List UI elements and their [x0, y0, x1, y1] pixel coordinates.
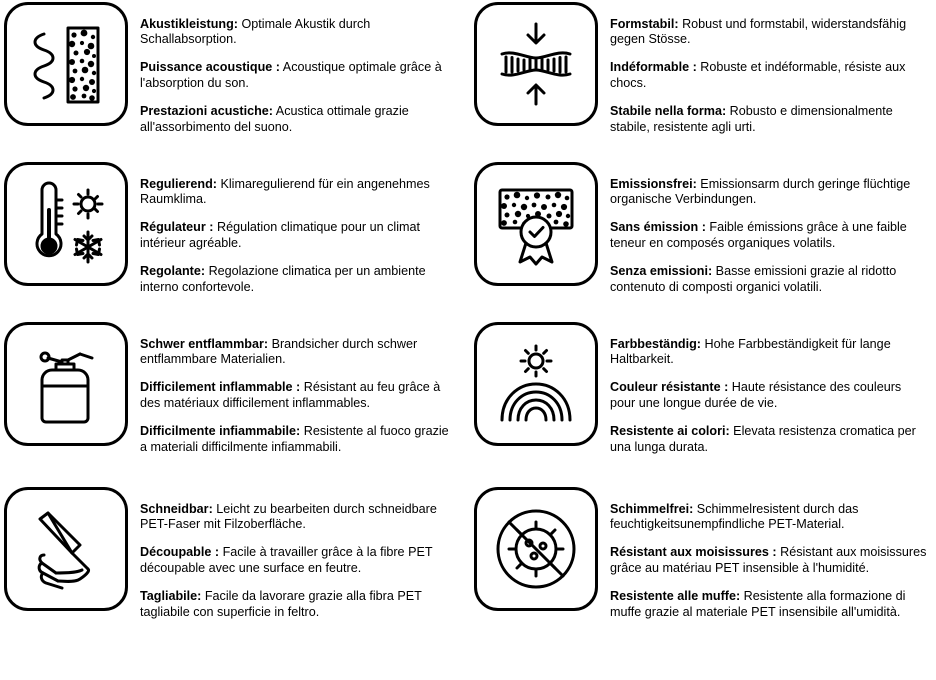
- feature-item-low-emission: [470, 160, 936, 320]
- low-emission-certificate-icon: [474, 162, 598, 286]
- acoustic-absorption-icon: [4, 2, 128, 126]
- feature-item-climate-regulating: [0, 160, 470, 320]
- feature-item-mould-resistant: [470, 485, 936, 680]
- feature-line-de: Schimmelfrei: Schimmelresistent durch das feuchtigkeitsunempfindliche PET-Material.: [610, 501, 859, 532]
- feature-item-dimensional-stability: [470, 0, 936, 160]
- feature-line-it: Resistente alle muffe: Resistente alla formazione di muffe grazie al materiale PET insensibile all'umidità.: [610, 589, 906, 619]
- feature-text-block: [610, 322, 928, 455]
- feature-line-fr: Couleur résistante : Haute résistance des couleurs pour une longue durée de vie.: [610, 380, 902, 410]
- feature-line-fr: Régulateur : Régulation climatique pour un climat intérieur agréable.: [140, 220, 420, 250]
- feature-line-it: Tagliabile: Facile da lavorare grazie alla fibra PET tagliabile con superficie in feltro.: [140, 589, 422, 619]
- feature-item-acoustic: [0, 0, 470, 160]
- feature-text-block: [140, 487, 458, 620]
- feature-line-de: Regulierend: Klimaregulierend für ein angenehmes Raumklima.: [140, 176, 430, 207]
- colour-fastness-sun-icon: [474, 322, 598, 446]
- feature-line-fr: Difficilement inflammable : Résistant au feu grâce à des matériaux difficilement inflammables.: [140, 380, 441, 410]
- feature-line-it: Stabile nella forma: Robusto e dimensionalmente stabile, resistente agli urti.: [610, 104, 893, 134]
- fire-extinguisher-icon: [4, 322, 128, 446]
- feature-line-it: Regolante: Regolazione climatica per un ambiente interno confortevole.: [140, 264, 426, 294]
- climate-regulating-icon: [4, 162, 128, 286]
- feature-item-colour-fast: [470, 320, 936, 485]
- feature-line-de: Schwer entflammbar: Brandsicher durch schwer entflammbare Materialien.: [140, 336, 418, 367]
- feature-line-de: Emissionsfrei: Emissionsarm durch geringe flüchtige organische Verbindungen.: [610, 176, 911, 207]
- feature-line-de: Schneidbar: Leicht zu bearbeiten durch schneidbare PET-Faser mit Filzoberfläche.: [140, 501, 437, 532]
- feature-line-de: Akustikleistung: Optimale Akustik durch Schallabsorption.: [140, 16, 371, 47]
- feature-item-flame-retardant: [0, 320, 470, 485]
- feature-text-block: [140, 162, 458, 295]
- feature-text-block: [610, 2, 928, 135]
- feature-text-block: [610, 487, 928, 620]
- feature-item-cuttable: [0, 485, 470, 680]
- feature-line-it: Difficilmente infiammabile: Resistente al fuoco grazie a materiali difficilmente infiammabili.: [140, 424, 449, 454]
- feature-line-de: Farbbeständig: Hohe Farbbeständigkeit für lange Haltbarkeit.: [610, 336, 891, 367]
- feature-line-fr: Indéformable : Robuste et indéformable, résiste aux chocs.: [610, 60, 906, 90]
- feature-line-fr: Puissance acoustique : Acoustique optimale grâce à l'absorption du son.: [140, 60, 442, 90]
- dimensional-stability-icon: [474, 2, 598, 126]
- feature-text-block: [140, 322, 458, 455]
- feature-line-fr: Sans émission : Faible émissions grâce à une faible teneur en composés organiques volatils.: [610, 220, 907, 250]
- feature-line-it: Resistente ai colori: Elevata resistenza cromatica per una lunga durata.: [610, 424, 916, 454]
- feature-line-it: Prestazioni acustiche: Acustica ottimale grazie all'assorbimento del suono.: [140, 104, 409, 134]
- cuttable-knife-hand-icon: [4, 487, 128, 611]
- feature-text-block: [610, 162, 928, 295]
- feature-line-fr: Résistant aux moisissures : Résistant aux moisissures grâce au matériau PET insensible à l'humidité.: [610, 545, 927, 575]
- feature-line-de: Formstabil: Robust und formstabil, widerstandsfähig gegen Stösse.: [610, 16, 907, 47]
- feature-line-fr: Découpable : Facile à travailler grâce à la fibre PET découpable avec une surface en feutre.: [140, 545, 433, 575]
- feature-text-block: [140, 2, 458, 135]
- feature-line-it: Senza emissioni: Basse emissioni grazie al ridotto contenuto di composti organici volatili.: [610, 264, 897, 294]
- mould-resistant-icon: [474, 487, 598, 611]
